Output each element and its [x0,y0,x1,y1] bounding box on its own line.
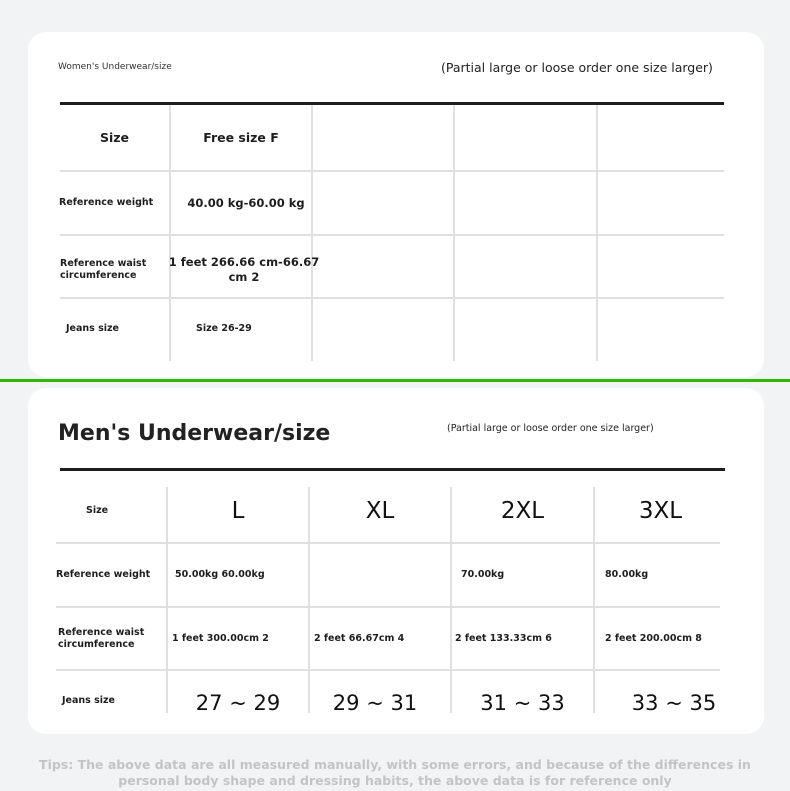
men-size-value: XL [365,497,395,524]
women-jeans-value [455,299,596,359]
women-waist-value [335,236,453,297]
women-waist-label: Reference waist circumference [60,258,147,281]
men-waist-label: Reference waist circumference [58,626,145,650]
women-note: (Partial large or loose order one size larger) [441,60,713,75]
men-size-value: 3XL [638,497,683,524]
men-size-value: 2XL [500,497,545,524]
women-weight-value [598,172,724,234]
women-waist-value [455,236,596,297]
women-waist-value: 1 feet 266.66 cm-66.67 cm 2 [168,255,320,284]
women-size-value: Free size F [203,129,279,145]
men-jeans-value: 27 ~ 29 [195,690,281,715]
men-header-rule [60,468,725,471]
women-size-value [455,105,596,170]
men-weight-value: 80.00kg [605,569,649,581]
men-waist-value: 2 feet 133.33cm 6 [455,632,552,644]
women-size-label: Size [99,129,130,145]
men-waist-value: 2 feet 200.00cm 8 [605,632,702,644]
women-weight-value: 40.00 kg-60.00 kg [187,195,305,210]
women-jeans-value: Size 26-29 [196,323,252,335]
men-waist-value: 2 feet 66.67cm 4 [314,632,405,644]
men-note: (Partial large or loose order one size larger) [447,423,654,434]
men-size-value: L [231,497,245,524]
women-size-value [598,105,724,170]
men-jeans-label: Jeans size [62,695,115,707]
women-jeans-label: Jeans size [66,323,119,335]
women-weight-label: Reference weight [59,197,154,209]
women-size-value [313,105,453,170]
women-weight-value [455,172,596,234]
men-jeans-value: 31 ~ 33 [480,690,565,715]
men-size-label: Size [86,505,109,517]
women-jeans-value [598,299,724,359]
section-divider [0,379,790,382]
men-jeans-value: 33 ~ 35 [631,690,717,715]
women-weight-value [313,172,453,234]
men-waist-value: 1 feet 300.00cm 2 [172,632,269,644]
men-weight-value: 50.00kg 60.00kg [175,569,265,581]
men-jeans-value: 29 ~ 31 [332,690,418,715]
men-title: Men's Underwear/size [58,421,331,446]
men-weight-value [317,544,448,606]
women-title: Women's Underwear/size [58,62,172,72]
tips-text: Tips: The above data are all measured manually, with some errors, and because of the differences in personal body shape and dressing habits, the above data is for reference only [39,757,751,788]
men-weight-value: 70.00kg [461,569,505,581]
men-weight-label: Reference weight [56,569,151,581]
women-waist-value [598,236,724,297]
women-jeans-value [313,299,453,359]
